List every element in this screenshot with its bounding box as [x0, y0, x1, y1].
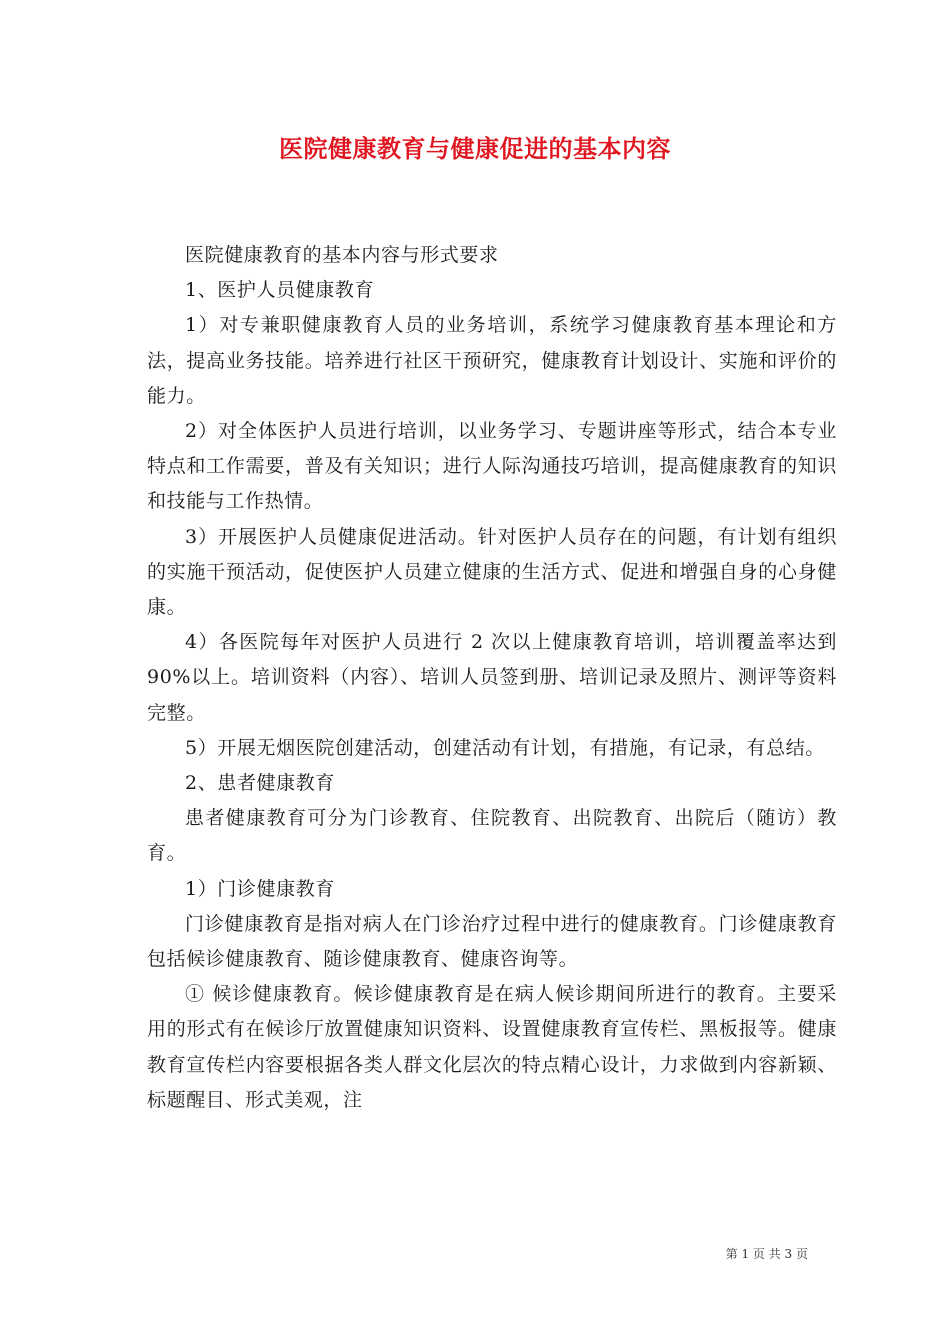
- section-heading: 2、患者健康教育: [185, 772, 335, 795]
- paragraph: 5）开展无烟医院创建活动，创建活动有计划，有措施，有记录，有总结。: [185, 736, 825, 759]
- page-title: 医院健康教育与健康促进的基本内容: [279, 134, 671, 163]
- section-heading: 医院健康教育的基本内容与形式要求: [185, 244, 499, 266]
- paragraph: 2）对全体医护人员进行培训，以业务学习、专题讲座等形式，结合本专业特点和工作需要，普及有关知识；进行人际沟通技巧培训，提高健康教育的知识和技能与工作热情。: [147, 420, 837, 513]
- paragraph: 3）开展医护人员健康促进活动。针对医护人员存在的问题，有计划有组织的实施干预活动，促使医护人员建立健康的生活方式、促进和增强自身的心身健康。: [147, 525, 837, 619]
- document-body: [147, 238, 837, 1118]
- section-heading: 1、医护人员健康教育: [185, 279, 375, 302]
- section-heading: 1）门诊健康教育: [185, 877, 335, 900]
- paragraph: 1）对专兼职健康教育人员的业务培训，系统学习健康教育基本理论和方法，提高业务技能。培养进行社区干预研究，健康教育计划设计、实施和评价的能力。: [147, 314, 837, 407]
- paragraph: ① 候诊健康教育。候诊健康教育是在病人候诊期间所进行的教育。主要采用的形式有在候诊厅放置健康知识资料、设置健康教育宣传栏、黑板报等。健康教育宣传栏内容要根据各类人群文化层次的特点精心设计，力求做到内容新颖、标题醒目、形式美观，注: [147, 983, 837, 1111]
- page-number: 第 1 页 共 3 页: [725, 1247, 808, 1261]
- paragraph: 门诊健康教育是指对病人在门诊治疗过程中进行的健康教育。门诊健康教育包括候诊健康教育、随诊健康教育、健康咨询等。: [147, 912, 837, 971]
- paragraph: 患者健康教育可分为门诊教育、住院教育、出院教育、出院后（随访）教育。: [147, 807, 837, 865]
- paragraph: 4）各医院每年对医护人员进行 2 次以上健康教育培训，培训覆盖率达到 90%以上。培训资料（内容）、培训人员签到册、培训记录及照片、测评等资料完整。: [147, 631, 837, 724]
